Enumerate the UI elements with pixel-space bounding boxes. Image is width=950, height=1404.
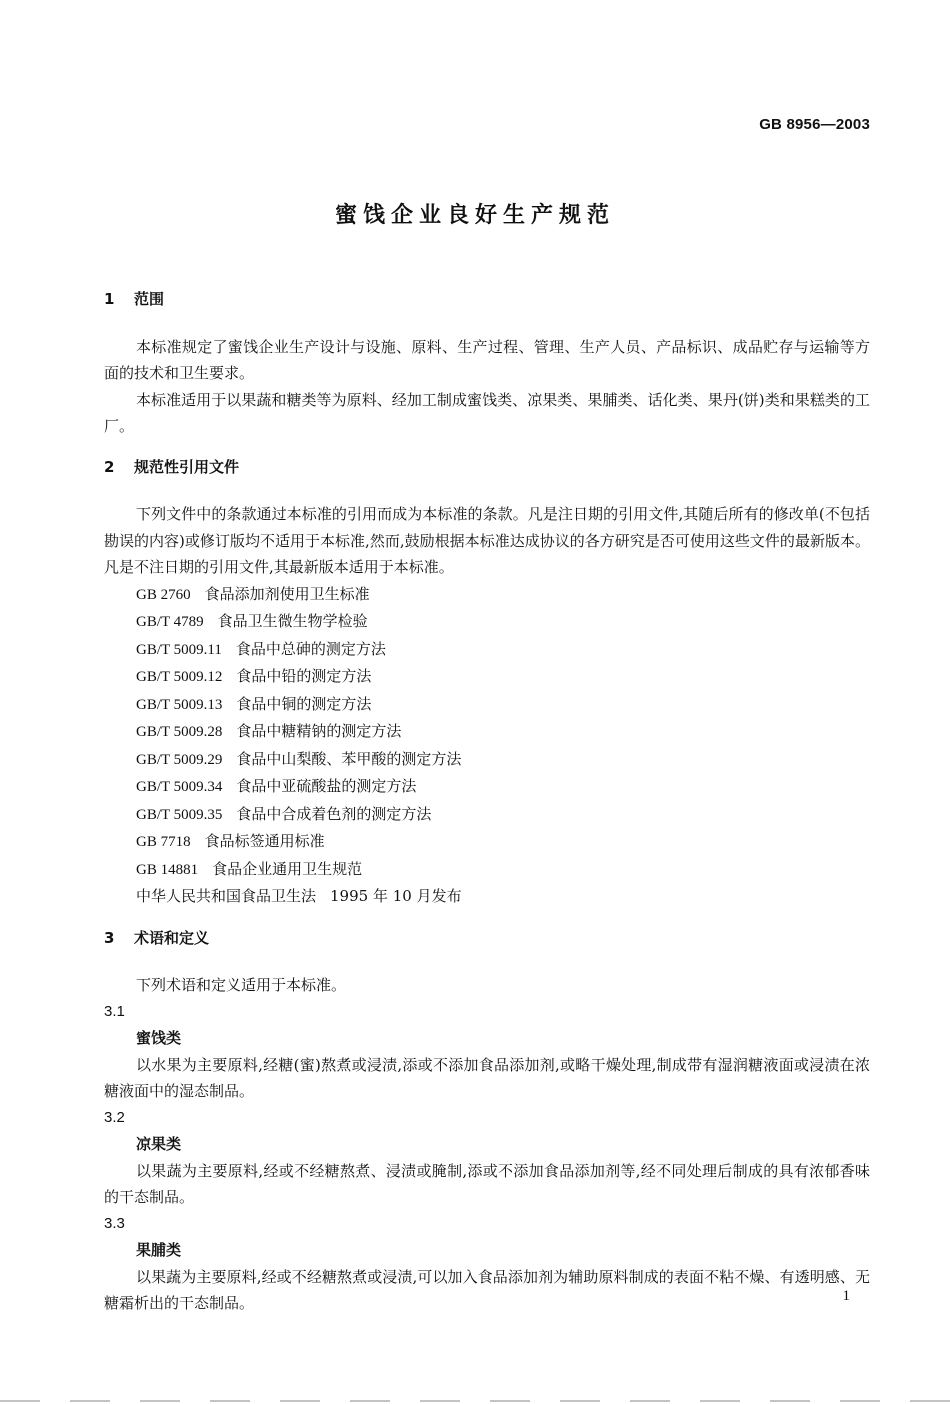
reference-item bbox=[136, 608, 870, 636]
term-name: 蜜饯类 bbox=[136, 1029, 182, 1047]
reference-item bbox=[136, 773, 870, 801]
reference-code: 中华人民共和国食品卫生法 bbox=[136, 889, 317, 905]
paragraph: 本标准规定了蜜饯企业生产设计与设施、原料、生产过程、管理、生产人员、产品标识、成品贮存与运输等方面的技术和卫生要求。 bbox=[104, 337, 870, 382]
reference-item bbox=[136, 718, 870, 746]
reference-name: 食品企业通用卫生规范 bbox=[212, 859, 363, 878]
section-heading-references bbox=[104, 454, 870, 481]
term-number: 3.3 bbox=[104, 1214, 125, 1232]
term-number: 3.2 bbox=[104, 1108, 125, 1126]
reference-code: GB/T 5009.13 bbox=[136, 696, 223, 713]
reference-item bbox=[136, 636, 870, 664]
reference-code: GB 14881 bbox=[136, 861, 199, 878]
reference-code: GB/T 5009.11 bbox=[136, 641, 222, 658]
paragraph: 下列文件中的条款通过本标准的引用而成为本标准的条款。凡是注日期的引用文件,其随后所有的修改单(不包括勘误的内容)或修订版均不适用于本标准,然而,鼓励根据本标准达成协议的各方研究是否可使用这些文件的最新版本。凡是不注日期的引用文件,其最新版本适用于本标准。 bbox=[104, 505, 870, 576]
reference-name: 食品中糖精钠的测定方法 bbox=[236, 722, 402, 740]
reference-code: GB/T 5009.29 bbox=[136, 751, 223, 768]
reference-name: 1995 年 10 月发布 bbox=[330, 887, 462, 905]
paragraph: 本标准适用于以果蔬和糖类等为原料、经加工制成蜜饯类、凉果类、果脯类、话化类、果丹(饼)类和果糕类的工厂。 bbox=[104, 390, 870, 435]
standard-code: GB 8956—2003 bbox=[759, 116, 870, 133]
section-title: 规范性引用文件 bbox=[134, 457, 240, 476]
reference-item bbox=[136, 663, 870, 691]
reference-code: GB/T 5009.34 bbox=[136, 779, 223, 795]
reference-item bbox=[136, 856, 870, 884]
section-title: 术语和定义 bbox=[134, 928, 210, 947]
reference-code: GB 2760 bbox=[136, 586, 191, 603]
reference-code: GB/T 5009.12 bbox=[136, 669, 223, 685]
term-name: 凉果类 bbox=[136, 1135, 182, 1153]
page-number: 1 bbox=[842, 1288, 850, 1304]
reference-item bbox=[136, 801, 870, 829]
reference-name: 食品中山梨酸、苯甲酸的测定方法 bbox=[236, 749, 462, 768]
reference-name: 食品标签通用标准 bbox=[204, 832, 325, 850]
reference-name: 食品中亚硫酸盐的测定方法 bbox=[236, 777, 417, 795]
term-definition: 以果蔬为主要原料,经或不经糖熬煮、浸渍或腌制,添或不添加食品添加剂等,经不同处理后制成的具有浓郁香味的干态制品。 bbox=[104, 1161, 870, 1206]
reference-code: GB/T 4789 bbox=[136, 614, 204, 630]
reference-item bbox=[136, 691, 870, 719]
reference-name: 食品中总砷的测定方法 bbox=[235, 639, 386, 658]
reference-list bbox=[104, 581, 870, 911]
term-definition: 以果蔬为主要原料,经或不经糖熬煮或浸渍,可以加入食品添加剂为辅助原料制成的表面不粘不燥、有透明感、无糖霜析出的干态制品。 bbox=[104, 1267, 870, 1312]
reference-name: 食品添加剂使用卫生标准 bbox=[204, 584, 370, 603]
reference-item bbox=[136, 828, 870, 856]
reference-code: GB/T 5009.28 bbox=[136, 724, 223, 740]
term-number: 3.1 bbox=[104, 1002, 125, 1020]
section-heading-terms bbox=[104, 925, 870, 952]
section-number: 1 bbox=[104, 290, 115, 308]
term-name: 果脯类 bbox=[136, 1241, 182, 1259]
paragraph: 下列术语和定义适用于本标准。 bbox=[136, 976, 347, 994]
section-number: 2 bbox=[104, 457, 115, 476]
scan-artifact-line bbox=[0, 1400, 950, 1402]
section-number: 3 bbox=[104, 928, 115, 947]
document-body bbox=[104, 286, 870, 1317]
term-definition: 以水果为主要原料,经糖(蜜)熬煮或浸渍,添或不添加食品添加剂,或略干燥处理,制成带有湿润糖液面或浸渍在浓糖液面中的湿态制品。 bbox=[104, 1055, 870, 1100]
reference-code: GB 7718 bbox=[136, 834, 191, 850]
section-title: 范围 bbox=[134, 290, 165, 308]
reference-item bbox=[136, 746, 870, 774]
reference-name: 食品中铜的测定方法 bbox=[236, 694, 372, 713]
reference-code: GB/T 5009.35 bbox=[136, 806, 223, 823]
reference-name: 食品卫生微生物学检验 bbox=[217, 612, 368, 630]
section-heading-scope bbox=[104, 286, 870, 313]
reference-item bbox=[136, 883, 870, 911]
document-title: 蜜饯企业良好生产规范 bbox=[334, 203, 615, 228]
reference-item bbox=[136, 581, 870, 609]
reference-name: 食品中铅的测定方法 bbox=[236, 667, 372, 685]
reference-name: 食品中合成着色剂的测定方法 bbox=[236, 804, 432, 823]
